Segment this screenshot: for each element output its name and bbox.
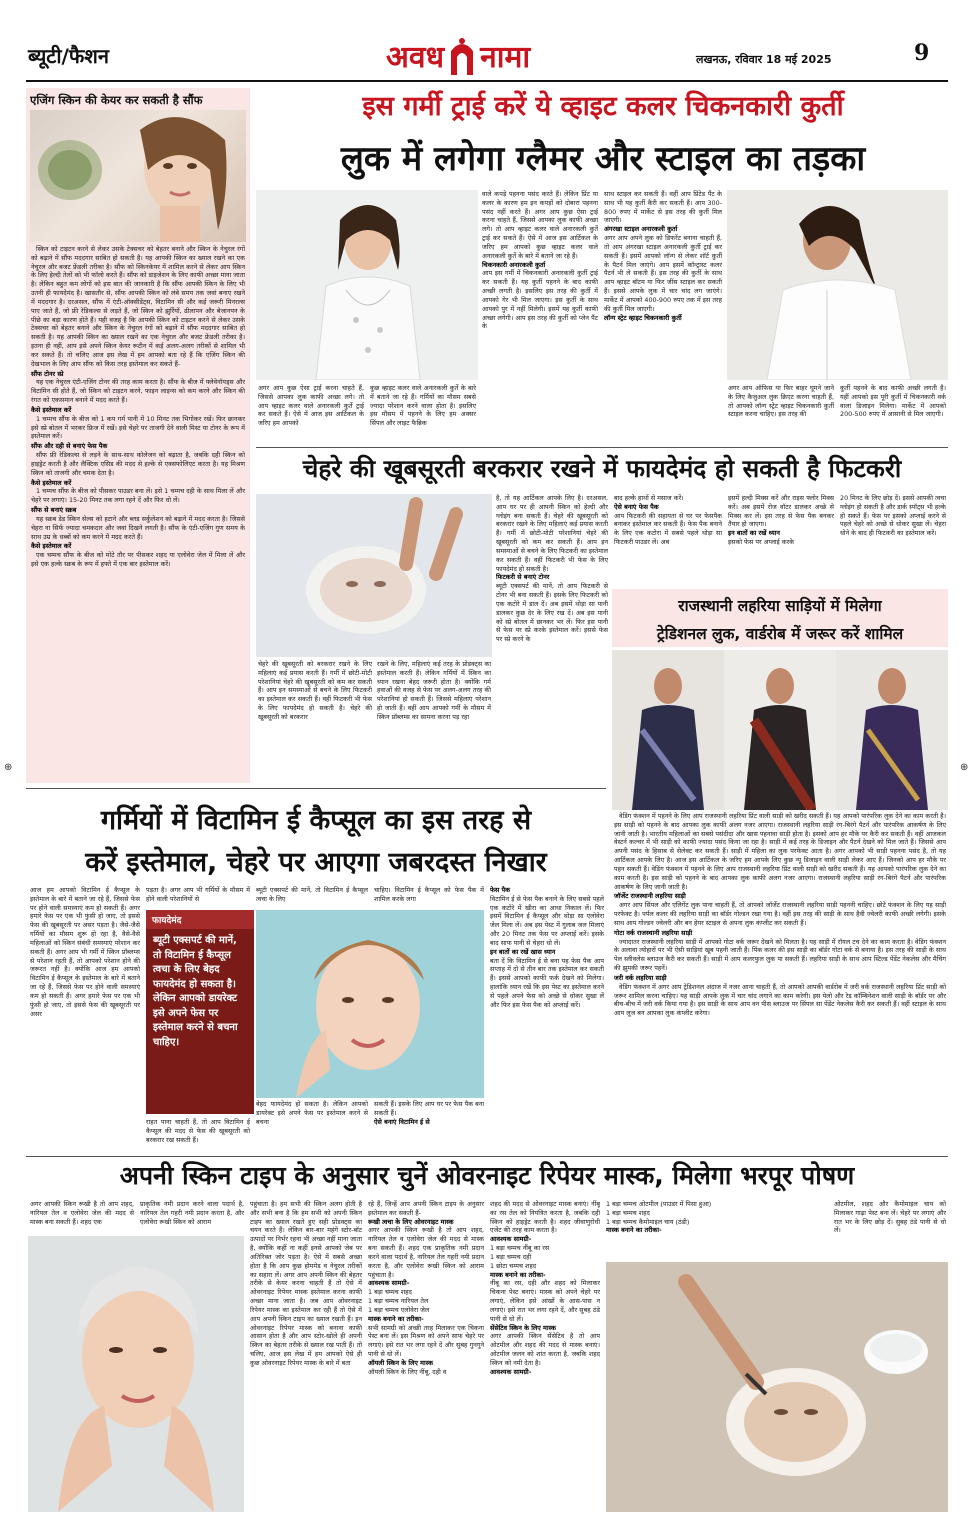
sidebar-text-1: यह एक नेचुरल एंटी-एजिंग टोनर की तरह काम करता है। सौंफ के बीज में फ्लेवेनॉयड्स और विटामिन सी होते हैं, जो स्किन को टाइटन करने, फाइन लाइन्स को कम करने और स्किन की रंगत को एकसमान बनाने में मदद करते हैं। bbox=[31, 378, 245, 405]
sidebar-text-2: सौंफ फ्री रेडिकल्स से लड़ने के साथ-साथ कोलेजन को बढ़ाता है, जबकि दही स्किन को हाइड्रेट करती है और लैक्टिक एसिड की मदद से हल्के से एक्सफोलिएट करता है। यह मिश्रण स्किन को ताजगी और चमक देता है। bbox=[31, 451, 245, 477]
story5-col-e2-text: नींबू का रस, दही और शहद को मिलाकर चिकना पेस्ट बनाएं। मास्क को अपने चेहरे पर लगाएं, लेकिन इसे आंखों के आस-पास न लगाएं। इसे रात भर लगा रहने दें, और सुबह ठंडे पानी से धो लें। bbox=[490, 1279, 600, 1323]
story3-headline-2: ट्रेडिशनल लुक, वार्डरोब में जरूर करें शामिल bbox=[656, 625, 904, 643]
masthead-logo bbox=[386, 33, 530, 77]
story1-col-c bbox=[482, 190, 598, 442]
sidebar-how-1: कैसे इस्तेमाल करें bbox=[31, 405, 72, 414]
story3-sub-3: जरी वर्क लहरिया साड़ी bbox=[614, 973, 667, 982]
story4-col-d2-text: सकती हैं। इसके लिए आप घर पर फेस पैक बना सकती हैं। bbox=[374, 1100, 484, 1117]
story3-sub-2: गोटा वर्क राजस्थानी लहरिया साड़ी bbox=[614, 928, 693, 937]
story4-quote-label: फायदेमंद bbox=[146, 910, 254, 929]
story2-sub-c: फिटकरी से बनाएं टोनर bbox=[496, 573, 550, 582]
story1-col-d-text: साथ स्टाइल कर सकती हैं। वहीं आप प्रिंटेड पैंट के साथ भी यह कुर्ती कैरी कर सकती हैं। आप 300-800 रुपए में मार्केट से इस तरह की कुर्ती मिल जाएगी। bbox=[604, 190, 722, 225]
story5-sub-d3: मास्क बनाने का तरीका- bbox=[368, 1314, 424, 1323]
story5-list-d-1: 1 बड़ा चम्मच शहद bbox=[368, 1288, 412, 1297]
story3-p2: ज्यादातर राजस्थानी लहरिया साड़ी में आपको गोटा वर्क जरूर देखने को मिलता है। यह साड़ी में रॉयल टच देने का काम करता है। वेडिंग फंक्शन के अलावा त्योहारों पर भी ऐसी साड़ियां खूब पहनी जाती हैं। पिंक कलर की इस साड़ी का बॉर्डर गोटा वर्क से बनाया है। इस तरह की साड़ी के साथ पेल स्लीवलेस ब्लाउज कैरी कर सकती हैं। साड़ी में आप कलरफुल लुक पा सकती हैं। लहरिया साड़ी के साथ आप स्टिल्ड पेंडेंट नेकलेस और मैचिंग की झुमकी जरूर पहनें। bbox=[614, 937, 946, 973]
masthead-emblem bbox=[447, 35, 477, 75]
story5-list-e-1: 1 बड़ा चम्मच नींबू का रस bbox=[490, 1244, 550, 1253]
story4-col-e bbox=[490, 886, 604, 1150]
sidebar-title: एजिंग स्किन की केयर कर सकती है सौंफ bbox=[30, 93, 203, 107]
story2-col-c2-text: ब्यूटी एक्सपर्ट की मानें, तो आप फिटकरी से टोनर भी बना सकती हैं। इसके लिए फिटकरी को एक कटोरे में डाल दें। अब इसमें थोड़ा सा पानी डालकर कुछ देर के लिए रख दें। अब इस पानी को स्प्रे बोतल में छानकर भर लें। फिर इस पानी से फेस पर स्प्रे करके इस्तेमाल करें। इससे फेस पर स्प्रे करने के bbox=[496, 582, 608, 644]
story5-list-f-3: 1 बड़ा चम्मच कैमोमाइल चाय (ठंडी) bbox=[606, 1217, 690, 1226]
story5-sub-e3: सेंसेटिव स्किन के लिए मास्क bbox=[490, 1323, 556, 1332]
story1-col-b: कुछ व्हाइट कलर वाले अनारकली कुर्ते के बारे में बताने जा रहे हैं। गर्मियों का मौसम सबसे ज्यादा परेशान करने वाला होता है। इसलिए इस मौसम में पहनने के लिए हम अक्सर सिंपल और लाइट फैब्रिक bbox=[370, 384, 476, 428]
story1-sub-d2: लॉन्ग स्ट्रेट व्हाइट चिकनकारी कुर्ती bbox=[604, 313, 682, 322]
sidebar-text-3: यह स्क्रब डेड स्किन सेल्स को हटाने और ब्लड सर्कुलेशन को बढ़ाने में मदद करता है। जिससे चेहरा ना सिर्फ ज्यादा चमकदार और जवां दिखने लगती है। सौंफ के एंटी-एजिंग गुण समय के साथ उम्र के धब्बों को कम करने में मदद करते हैं। bbox=[31, 514, 245, 541]
story5-col-b: प्राकृतिक नमी प्रदान करने वाला पदार्थ है, नारियल तेल गहरी नमी प्रदान करता है, और एलोवेरा रूखी स्किन को आराम bbox=[140, 1200, 244, 1226]
story5-col-e3-text: अगर आपकी स्किन सेंसेटिव है तो आप ओटमील और शहद की मदद से मास्क बनाएं। ओटमील जलन को शांत करता है, जबकि शहद स्किन को नमी देता है। bbox=[490, 1332, 600, 1367]
story5-list-f-1: 1 बड़ा चम्मच ओटमील (पाउडर में पिसा हुआ) bbox=[606, 1200, 712, 1208]
story3-photo bbox=[612, 650, 948, 810]
story5-col-c: पहुंचाता है। हम सभी की स्किन अलग होती है और सभी बना है कि हम सभी को अपनी स्किन टाइप का ख्याल रखते हुए सही प्रोडक्ट्स का चयन करते हैं। लेकिन बार-बार महंगे स्टोर-बॉट उत्पादों पर निर्भर रहना भी अच्छा नहीं माना जाता है, क्योंकि कहीं ना कहीं इनसे आपको जेब पर अतिरिक्त जोर पड़ता है। ऐसे में सबसे अच्छा होता है कि आप कुछ होममेड व नेचुरल तरीकों का सहारा लें। अगर आप अपनी स्किन की बेहतर तरीके से केयर करना चाहती हैं तो ऐसे में ओवरनाइट रिपेयर मास्क इस्तेमाल करना काफी अच्छा माना जाता है। जब आप ओवरनाइट रिपेयर मास्क का इस्तेमाल कर रही हैं तो ऐसे में आप अपनी स्किन टाइप का ख्याल रखती हैं। इन ओवरनाइट रिपेयर मास्क को बनाना काफी आसान होता है और आप स्टोर-खोले ही अपनी स्किन का बेहतर तरीके से ख्याल रख पाती हैं। तो चलिए, आज इस लेख में हम आपको ऐसे ही कुछ ओवरनाइट रिपेयर मास्क के बारे में बता bbox=[250, 1200, 362, 1367]
story1-col-f: कुर्ती पहनने के बाद काफी अच्छी लगती है। यहीं आपको इस पूरी कुर्ती में चिकनकारी वर्क वाला डिजाइन मिलेगा। मार्केट में आपको 200-500 रुपए में आसानी से मिल जाएगी। bbox=[840, 384, 946, 419]
sidebar-how-2: कैसे इस्तेमाल करें bbox=[31, 478, 72, 487]
sidebar-how-3: कैसे इस्तेमाल करें bbox=[31, 542, 72, 551]
story1-headline-2: लुक में लगेगा ग्लैमर और स्टाइल का तड़का bbox=[340, 139, 866, 179]
story4-col-d2 bbox=[374, 1100, 484, 1150]
story5-col-d4-text: ऑयली स्किन के लिए नींबू, दही व bbox=[368, 1367, 447, 1376]
rule-bottom bbox=[26, 1156, 948, 1157]
story2-col-f: 20 मिनट के लिए छोड़ दें। इससे आपकी त्वचा ग्लोइंग हो सकती है और डार्क स्पॉट्स भी हल्के हो सकते हैं। फेस पर इसको अप्लाई करने से पहले चेहरे को अच्छे से धोकर सुखा लें। चेहरा धोने के बाद ही फिटकरी का इस्तेमाल करें। bbox=[840, 494, 946, 538]
story3-headline-1: राजस्थानी लहरिया साड़ियों में मिलेगा bbox=[678, 597, 882, 615]
sidebar-howtext-2: 1 चम्मच सौंफ के बीज को पीसकर पाउडर बना लें। इसे 1 चम्मच दही के साथ मिला लें और चेहरे पर लगाएं। 15-20 मिनट तक लगा रहने दें और फिर धो लें। bbox=[31, 487, 245, 505]
story5-sub-f: मास्क बनाने का तरीका- bbox=[606, 1226, 662, 1235]
story5-list-f-2: 1 बड़ा चम्मच शहद bbox=[606, 1208, 650, 1217]
story5-list-e-3: 1 छोटा चम्मच शहद bbox=[490, 1261, 537, 1270]
story4-col-b: पड़ता है। अगर आप भी गर्मियों के मौसम में होने वाली परेशानियों से bbox=[146, 886, 250, 903]
story1-col-d bbox=[604, 190, 722, 442]
story2-col-b: रखने के लिए, महिलाएं कई तरह के प्रोडक्ट्स का इस्तेमाल करती हैं। लेकिन गर्मियों में स्किन का ध्यान रखना बेहद जरूरी होता है। क्योंकि गर्म हवाओं की वजह से फेस पर अलग-अलग तरह की परेशानियां हो सकती हैं। जिससे महिलाएं परेशान हो जाती हैं। वहीं आप आपको गर्मी के मौसम में स्किन प्रॉब्लम्स का सामना करना पड़ रहा bbox=[377, 660, 491, 721]
story5-headline: अपनी स्किन टाइप के अनुसार चुनें ओवरनाइट रिपेयर मास्क, मिलेगा भरपूर पोषण bbox=[119, 1161, 855, 1190]
story5-col-e bbox=[490, 1200, 600, 1512]
rule-story1 bbox=[256, 447, 948, 448]
story2-col-d2-text: आप फिटकरी की सहायता से घर पर फेसपैक बनाकर इस्तेमाल कर सकती हैं। फेस पैक बनाने के लिए एक कटोरा में सबसे पहले थोड़ा सा फिटकरी पाउडर लें। अब bbox=[614, 511, 722, 547]
story5-col-f bbox=[606, 1200, 720, 1262]
story1-col-e: अगर आप ऑफिस या फिर बाहर घूमने जाने के लिए कैजुअल लुक क्रिएट करना चाहती हैं, तो आपको लॉन्ग स्ट्रेट व्हाइट चिकनकारी कुर्ती स्टाइल करना चाहिए। इस तरह की bbox=[728, 384, 834, 419]
story2-sub-e: इन बातों का रखें ध्यान bbox=[728, 529, 780, 538]
story4-sub-e2: इन बातों का रखें खास ध्यान bbox=[490, 947, 556, 956]
story3-intro: वेडिंग फंक्शन में पहनने के लिए आप राजस्थानी लहरिया प्रिंट वाली साड़ी को खरीद सकती हैं। यह आपको पारंपरिक लुक देने का काम करती है। इस साड़ी को पहनने के बाद आपका लुक काफी अलग नजर आएगा। राजस्थानी लहरिया साड़ी रंग-बिरंगे पैटर्न और पारंपरिक आकर्षण के लिए जानी जाती है। भारतीय महिलाओं का सबसे पसंदीदा और खास पहनावा साड़ी होता है। इसको आप हर मौके पर कैरी कर सकती हैं। वहीं आजकल वेस्टर्न कल्चर में भी साड़ी को काफी ज्यादा पसंद किया जा रहा है। साड़ी में कई तरह के डिजाइन और पैटर्न देखने को मिल जाते हैं। जिससे आप अपनी पसंद के हिसाब से सेलेक्ट कर सकती हैं। साड़ी में महिला का लुक परफेक्ट आता है। अगर आपको भी साड़ी पहनना पसंद है, तो यह आर्टिकल आपके लिए है। आज इस आर्टिकल के जरिए हम आपके लिए कुछ न्यू डिजाइन वाली साड़ी लेकर आए हैं। जिनको आप हर मौके पर पहन सकती हैं। वेडिंग फंक्शन में पहनने के लिए आप राजस्थानी लहरिया प्रिंट वाली साड़ी को खरीद सकती हैं। यह आपको पारंपरिक लुक देने का काम करती है। इस साड़ी को पहनने के बाद आपका लुक काफी अलग नजर आएगा। राजस्थानी लहरिया साड़ी रंग-बिरंगे पैटर्न और पारंपरिक आकर्षण के लिए जानी जाती है। bbox=[614, 812, 946, 891]
story5-sub-e: आवश्यक सामग्री- bbox=[490, 1235, 532, 1244]
story5-list-e-2: 1 बड़ा चम्मच दही bbox=[490, 1252, 532, 1261]
story2-col-d-text: बाद हल्के हाथों से मसाज करें। bbox=[614, 494, 684, 502]
story5-col-a: अगर आपकी स्किन रूखी है तो आप शहद, नारियल तेल व एलोवेरा जेल की मदद से मास्क बना सकती हैं। शहद एक bbox=[30, 1200, 134, 1226]
story2-col-e bbox=[728, 494, 834, 586]
story1-col-d2-text: अगर आप अपने लुक को डिफरेंट बनाना चाहती हैं, तो आप अंगरखा स्टाइल अनारकली कुर्ती ट्राई कर सकती हैं। इसमें आपको लॉन्ग से लेकर शॉर्ट कुर्ती के पैटर्न मिल जाएंगे। आप इसमें कॉन्ट्रास्ट कलर पैटर्न भी ले सकती हैं। इस तरह की कुर्ती के साथ आप व्हाइट बॉटम या फिर जींस स्टाइल कर सकती हैं। इससे आपके लुक में चार चांद लग जाएंगे। मार्केट में आपको 400-900 रुपए तक में इस तरह की कुर्ती मिल जाएगी। bbox=[604, 234, 722, 313]
story5-sub-e4: आवश्यक सामग्री- bbox=[490, 1367, 532, 1376]
sidebar-howtext-3: एक चम्मच सौंफ के बीज को मोटे तौर पर पीसकर शहद या एलोवेरा जेल में मिला लें और इसे एक हल्के स्क्रब के रूप में हफ्ते में एक बार इस्तेमाल करें। bbox=[31, 551, 245, 568]
story3-p3: वेडिंग फंक्शन में अगर आप ट्रेडिशनल अंदाज में नजर आना चाहती हैं, तो आपको आपकी वार्डरोब में जरी वर्क राजस्थानी लहरिया प्रिंट साड़ी को जरूर शामिल करना चाहिए। यह साड़ी आपके लुक में चार चांद लगाने का काम करेगी। इस येलो और रेड कॉम्बिनेशन वाली साड़ी के बॉर्डर पर और बीच-बीच में जरी वर्क किया गया है। इस साड़ी के साथ आप वन पीस ब्लाउज पर सिंपल सा पेंडेंट नेकलेस कैरी कर सकती हैं। वहीं स्टाइल के साथ आप लूज बन आपका लुक कंप्लीट करेगा। bbox=[614, 982, 946, 1018]
sidebar-intro: स्किन को टाइटन करने से लेकर उसके टेक्सचर को बेहतर बनाने और स्किन के नेचुरल रंगों को बढ़ाने में सौंफ मददगार साबित हो सकती है। यह आपकी स्किन का ख्याल रखने का एक नेचुरल और बजट फ्रेंडली तरीका है। सौंफ को स्किनकेयर में शामिल करने से लेकर आप स्किन के लिए हेल्दी तेलों को भी फॉलो करते हैं। सौंफ को डाइजेशन के लिए काफी अच्छा माना जाता है। लेकिन बहुत कम लोगों को इस बात की जानकारी है कि सौंफ आपकी स्किन के लिए भी उतनी ही फायदेमंद है। खासतौर से, सौंफ आपकी स्किन को लंबे समय तक जवां बनाए रखने में मददगार है। दरअसल, सौंफ में एंटी-ऑक्सीडेंट्स, विटामिन सी और कई जरूरी मिनरल्स पाए जाते हैं, जो फ्री रेडिकल्स से लड़ते हैं, जो स्किन को झुर्रियों, ढीलापन और बेजानपन के पीछे का बड़ा कारण होते हैं। यही वजह है कि आपकी स्किन को टाइटन करने से लेकर उसके टेक्सचर को बेहतर बनाने और स्किन के नेचुरल रंगों को बढ़ाने में सौंफ मददगार साबित हो सकती है। यह आपकी स्किन का ख्याल रखने का एक नेचुरल और बजट फ्रेंडली तरीका है। इतना ही नहीं, आप इसे अपने स्किन केयर रूटीन में कई अलग-अलग तरीकों से शामिल भी कर सकते हैं। तो चलिए आज इस लेख में हम आपको बता रहे हैं कि एजिंग स्किन की देखभाल के लिए आप सौंफ को किस तरह इस्तेमाल कर सकते हैं- bbox=[31, 245, 245, 368]
story1-col-a: अगर आप कुछ ऐसा ट्राई करना चाहते हैं, जिससे आपका लुक काफी अच्छा लगे। तो आप व्हाइट कलर वाले अनारकली कुर्ते ट्राई कर सकते हैं। ऐसे में आज इस आर्टिकल के जरिए हम आपको bbox=[258, 384, 364, 428]
story1-photo-right bbox=[727, 190, 948, 380]
story5-col-d2-text: अगर आपकी स्किन रूखी है तो आप शहद, नारियल तेल व एलोवेरा जेल की मदद से मास्क बना सकती हैं। शहद एक प्राकृतिक नमी प्रदान करने वाला पदार्थ है, नारियल तेल गहरी नमी प्रदान करता है, और एलोवेरा रूखी स्किन को आराम पहुंचाता है। bbox=[368, 1226, 484, 1279]
sidebar-photo bbox=[30, 110, 246, 242]
story3-p1: अगर आप सिंपल और एलिगेंट लुक पाना चाहती हैं, तो आपको जॉर्जेट राजस्थानी लहरिया साड़ी पहननी चाहिए। छोटे फंक्शन के लिए यह साड़ी परफेक्ट है। पर्पल कलर की लहरिया साड़ी का बॉर्डर गोल्डन रखा गया है। वहीं इस तरह की साड़ी के साथ हैवी ज्वेलरी काफी अच्छी लगेगी। इसके साथ आप गोल्डन ज्वेलरी और बन हेयर स्टाइल से अपना लुक कंप्लीट कर सकती हैं। bbox=[614, 901, 946, 927]
masthead-name-left: अवध bbox=[386, 39, 445, 75]
story4-col-d: चाहिए। विटामिन ई कैप्सूल को फेस पैक में शामिल करके लगा bbox=[374, 886, 484, 903]
story4-col-e2-text: बता दें कि विटामिन ई से बना यह फेस पैक आप सप्ताह में दो से तीन बार तक इस्तेमाल कर सकती हैं। इससे आपको काफी फर्क देखने को मिलेगा। हालांकि ध्यान रखें कि इस पेस्ट का इस्तेमाल करने से पहले अपने फेस को अच्छे से धोकर सुखा लें और फिर इस फेस पैक को अप्लाई करें। bbox=[490, 956, 604, 1009]
sidebar-sub-2: सौंफ और दही से बनाएं फेस पैक bbox=[31, 442, 108, 451]
story2-col-e-text: इसमें हल्दी मिक्स करें और राइस फ्लोर मिक्स करें। अब इसमें रोज वॉटर डालकर अच्छे से मिक्स कर लें। इस तरह से फेस पैक बनकर तैयार हो जाएगा। bbox=[728, 494, 834, 529]
story4-sub-e: फेस पैक bbox=[490, 886, 511, 894]
story1-headline-1: इस गर्मी ट्राई करें ये व्हाइट कलर चिकनकारी कुर्ती bbox=[362, 91, 844, 122]
masthead-name-right: नामा bbox=[480, 39, 531, 75]
story2-col-c bbox=[496, 494, 608, 782]
story2-photo bbox=[256, 494, 492, 657]
story5-col-e-text: शहद की मदद से ओवरनाइट मास्क बनाएं। नींबू का रस तेल को नियंत्रित करता है, जबकि दही स्किन को हाइड्रेट करती है। शहद जीवाणुरोधी एजेंट की तरह काम करता है। bbox=[490, 1200, 600, 1235]
story4-col-c: ब्यूटी एक्सपर्ट की मानें, तो विटामिन ई कैप्सूल त्वचा के लिए bbox=[256, 886, 368, 903]
story4-quote-text: ब्यूटी एक्सपर्ट की मानें, तो विटामिन ई कैप्सूल त्वचा के लिए बेहद फायदेमंद हो सकता है। लेकिन आपको डायरेक्ट इसे अपने फेस पर इस्तेमाल करने से बचना चाहिए। bbox=[153, 935, 238, 1048]
story5-photo-left bbox=[28, 1236, 244, 1512]
story2-col-c-text: है, तो यह आर्टिकल आपके लिए है। दरअसल, आप घर पर ही आपनी स्किन को हेल्दी और ग्लोइंग बना सकती हैं। चेहरे की खूबसूरती को बरकरार रखने के लिए महिलाएं कई प्रयास करती हैं। गर्मी में छोटी-मोटी परेशानियां चेहरे की खूबसूरती को कम कर सकती हैं। आप इन समस्याओं से बचने के लिए फिटकरी का इस्तेमाल कर सकती हैं। वहीं फिटकरी भी फेस के लिए फायदेमंद हो सकती है। bbox=[496, 494, 608, 573]
story1-sub-d: अंगरखा स्टाइल अनारकली कुर्ता bbox=[604, 225, 678, 234]
sidebar-sub-1: सौंफ टोनर स्प्रे bbox=[31, 369, 64, 378]
story5-col-d3-text: सभी सामग्री को अच्छी तरह मिलाकर एक चिकना पेस्ट बना लें। इस मिश्रण को अपने साफ चेहरे पर लगाएं। इसे रात भर लगा रहने दें और सुबह गुनगुने पानी से धो लें। bbox=[368, 1323, 484, 1359]
sidebar-sub-3: सौंफ से बनाएं स्क्रब bbox=[31, 506, 77, 515]
story5-col-d-text: रहे हैं, जिन्हें आप अपनी स्किन टाइप के अनुसार इस्तेमाल कर सकती हैं- bbox=[368, 1200, 484, 1217]
page-number: 9 bbox=[914, 40, 930, 66]
story2-col-e2-text: इसको फेस पर अप्लाई करके bbox=[728, 538, 795, 547]
story5-list-d-3: 1 बड़ा चम्मच एलोवेरा जेल bbox=[368, 1305, 430, 1314]
story5-col-d bbox=[368, 1200, 484, 1512]
story1-sub-c: चिकनकारी अनारकली कुर्ता bbox=[482, 260, 546, 269]
story3-sub-1: जॉर्जेट राजस्थानी लहरिया साड़ी bbox=[614, 892, 686, 901]
story5-sub-d2: आवश्यक सामग्री- bbox=[368, 1279, 410, 1288]
rule-left-column bbox=[26, 788, 606, 789]
story4-headline-2: करें इस्तेमाल, चेहरे पर आएगा जबरदस्त निखार bbox=[85, 847, 547, 878]
story5-list-d-2: 1 बड़ा चम्मच नारियल तेल bbox=[368, 1297, 429, 1306]
story5-photo-right bbox=[606, 1262, 948, 1512]
story2-col-d bbox=[614, 494, 722, 586]
story4-photo bbox=[256, 910, 484, 1098]
story3-body bbox=[614, 812, 946, 1158]
story5-sub-d4: ऑयली स्किन के लिए मास्क bbox=[368, 1358, 434, 1367]
story5-sub-d: रूखी त्वचा के लिए ओवरनाइट मास्क bbox=[368, 1217, 454, 1226]
dateline: लखनऊ, रविवार 18 मई 2025 bbox=[696, 53, 832, 66]
story4-sub-d: ऐसे बनाएं विटामिन ई से bbox=[374, 1117, 430, 1126]
story1-photo-left bbox=[256, 190, 478, 380]
registration-mark-left: ⊕ bbox=[4, 762, 13, 773]
story4-headline-1: गर्मियों में विटामिन ई कैप्सूल का इस तरह से bbox=[100, 805, 532, 836]
story1-col-c-text: वाले कपड़े पहनना पसंद करते हैं। लेकिन प्रिंट या कलर के कारण हम इन कपड़ों को दोबारा पहनना पसंद नहीं करते हैं। अगर आप कुछ ऐसा ट्राई करना चाहते हैं, जिससे आपका लुक काफी अच्छा लगे। तो आप व्हाइट कलर वाले अनारकली कुर्ते ट्राई कर सकते हैं। ऐसे में आज इस आर्टिकल के जरिए हम आपको कुछ व्हाइट कलर वाले अनारकली कुर्ते के बारे में बताने जा रहे हैं। bbox=[482, 190, 598, 260]
story4-col-b2: राहत पाना चाहती हैं, तो आप विटामिन ई कैप्सूल की मदद से फेस की खूबसूरती को बरकरार रख सकती हैं। bbox=[146, 1118, 250, 1144]
masthead-rule bbox=[26, 80, 948, 82]
story4-col-e-text: विटामिन ई से फेस पैक बनाने के लिए सबसे पहले एक कटोरे में खीरा का आधा निकाल लें। फिर इसमें विटामिन ई कैप्सूल और थोड़ा सा एलोवेरा जेल मिला लें। अब इस पेस्ट में गुलाब जल मिलाएं और 20 मिनट तक फेस पर अप्लाई करें। इसके बाद साफ पानी से चेहरा धो लें। bbox=[490, 894, 604, 947]
sidebar-howtext-1: 1 चम्मच सौंफ के बीज को 1 कप गर्म पानी में 10 मिनट तक भिगोकर रखें। फिर छानकर इसे स्प्रे बोतल में भरकर फ्रिज में रखें। इसे चेहरे पर ताजगी देने वाली मिस्ट या टोनर के रूप में इस्तेमाल करें। bbox=[31, 414, 245, 441]
story2-headline: चेहरे की खूबसूरती बरकरार रखने में फायदेमंद हो सकती है फिटकरी bbox=[302, 454, 902, 483]
section-label: ब्यूटी/फैशन bbox=[28, 44, 109, 68]
story4-col-a: आज हम आपको विटामिन ई कैप्सूल के इस्तेमाल के बारे में बताने जा रहे हैं, जिससे फेस पर होने वाली समस्याएं कम हो सकती हैं। अगर हमारे फेस पर एक भी फुंसी हो जाए, तो इससे फेस की खूबसूरती पर असर पड़ता है। जैसे-जैसे गर्मियों का मौसम शुरू हो रहा है, वैसे-वैसे महिलाओं को स्किन संबंधी समस्याएं परेशान कर सकती हैं। अगर आप भी गर्मी में स्किन प्रॉब्लम्स से परेशान रहती हैं, तो आपको परेशान होने की जरूरत नहीं है। क्योंकि आज हम आपको विटामिन ई कैप्सूल के इस्तेमाल के बारे में बताने जा रहे हैं, जिससे फेस पर होने वाली समस्याएं कम हो सकती हैं। अगर हमारे फेस पर एक भी फुंसी हो जाए, तो इससे फेस की खूबसूरती पर असर bbox=[30, 886, 140, 1018]
story5-sub-e2: मास्क बनाने का तरीका- bbox=[490, 1270, 546, 1279]
story5-col-g: ओटमील, शहद और कैमोमाइल चाय को मिलाकर गाढ़ा पेस्ट बना लें। चेहरे पर लगाएं और रात भर के लिए छोड़ दें। सुबह ठंडे पानी से धो लें। bbox=[834, 1200, 946, 1235]
story2-sub-d: ऐसे बनाएं फेस पैक bbox=[614, 502, 659, 511]
story4-quote-box bbox=[146, 910, 254, 1114]
story1-col-c2-text: आप इस गर्मी में चिकनकारी अनारकली कुर्ती ट्राई कर सकती हैं। यह कुर्ती पहनने के बाद काफी अच्छी लगती है। इसलिए इस तरह की कुर्ती में आपको गेर भी मिल जाएगा। इस कुर्ती के साथ आपको पुर में नहीं मिलेगी। इसमें यह कुर्ती काफी अच्छा लगेगी। आप इस तरह की कुर्ती को प्लेन पैंट के bbox=[482, 269, 598, 331]
registration-mark-right: ⊕ bbox=[960, 762, 969, 773]
story4-col-c2: बेहद फायदेमंद हो सकता है। लेकिन आपको डायरेक्ट इसे अपने फेस पर इस्तेमाल करने से बचना bbox=[256, 1100, 368, 1126]
sidebar-body bbox=[31, 245, 245, 779]
story2-col-a: चेहरे की खूबसूरती को बरकरार रखने के लिए महिलाएं कई प्रयास करती हैं। गर्मी में छोटी-मोटी परेशानियां चेहरे की खूबसूरती को कम कर सकती हैं। आप इन समस्याओं से बचने के लिए फिटकरी का इस्तेमाल कर सकती हैं। वहीं फिटकरी भी फेस के लिए फायदेमंद हो सकती है। चेहरे की खूबसूरती को बरकरार bbox=[258, 660, 372, 721]
